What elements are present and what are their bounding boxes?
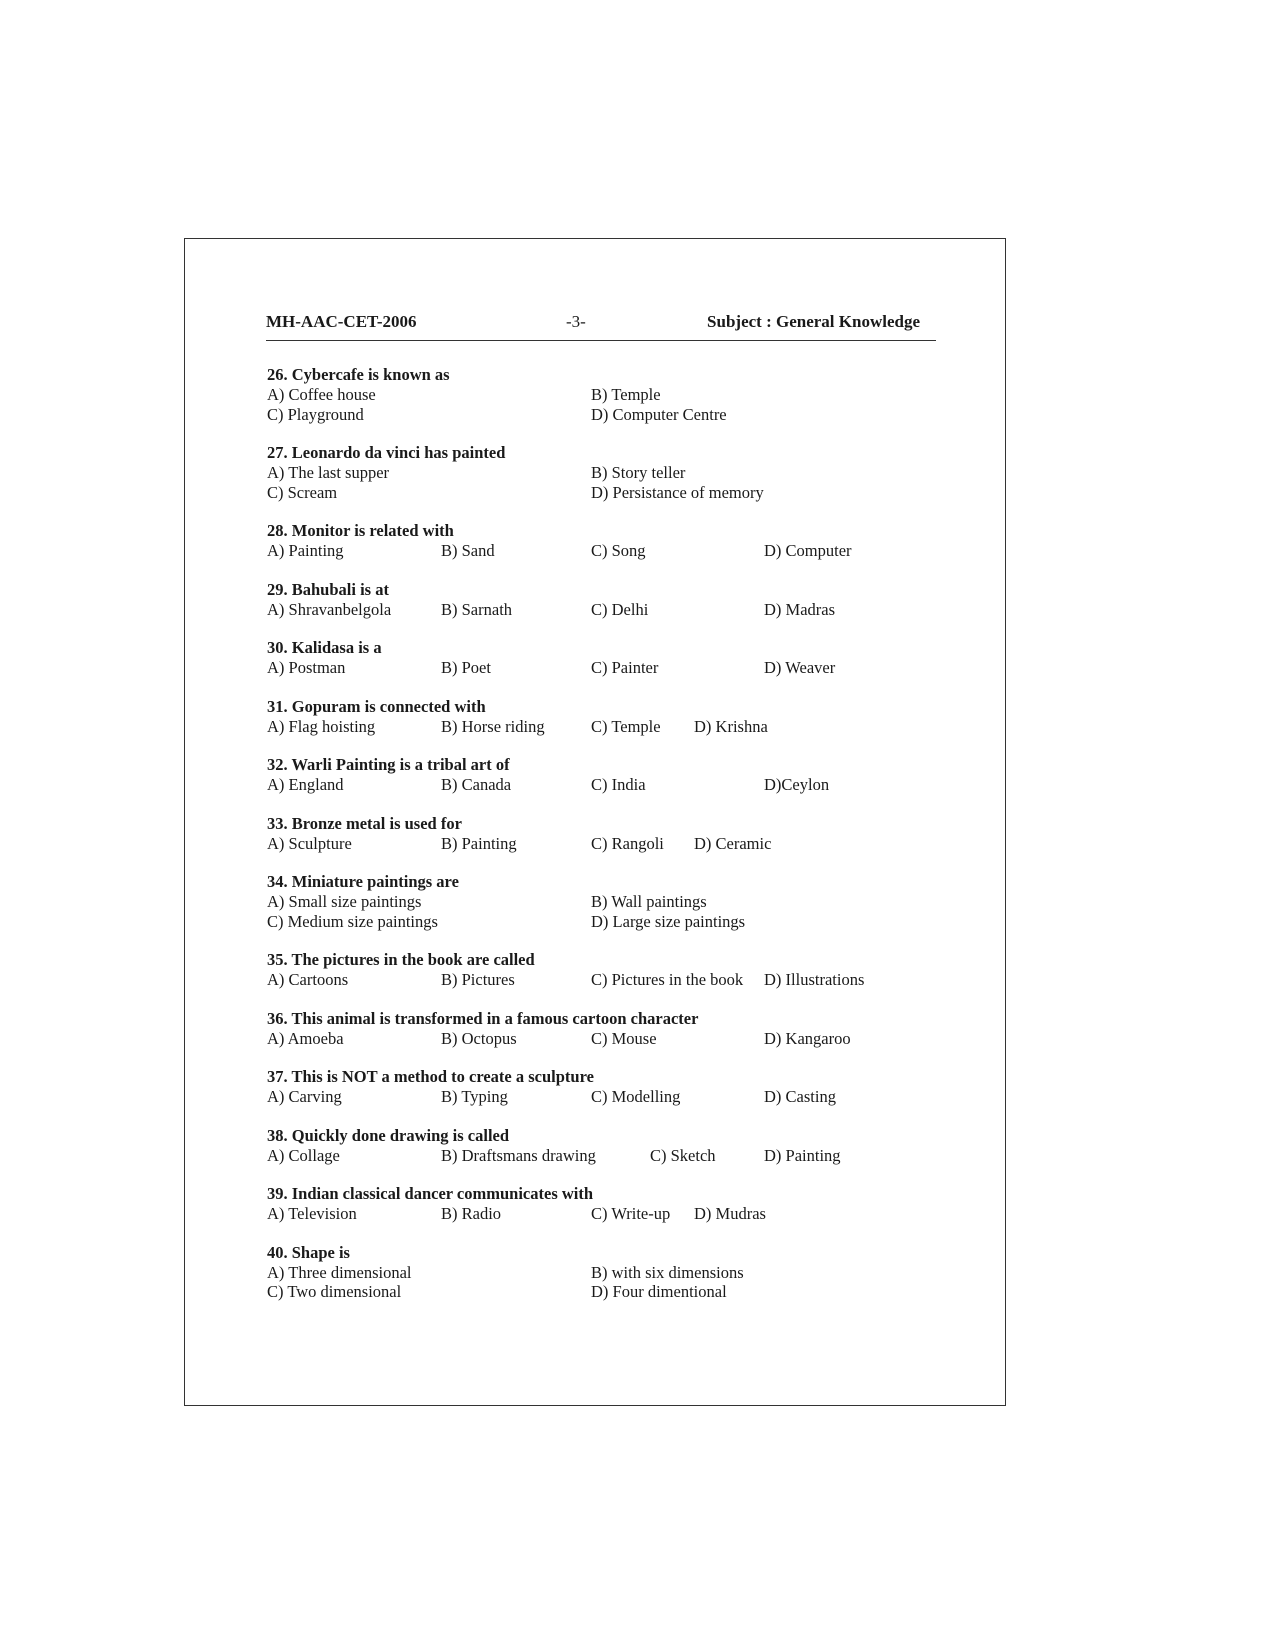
option-a: A) Sculpture [267,833,352,853]
option-c: C) Song [591,541,646,560]
question-text: 29. Bahubali is at [267,579,389,599]
option-b: B) Typing [441,1087,508,1106]
option-b: B) Pictures [441,970,515,989]
question-text: 35. The pictures in the book are called [267,950,535,969]
option-a: A) Amoeba [267,1028,344,1048]
option-d: D) Computer [764,541,852,560]
option-c: C) Mouse [591,1028,657,1048]
question-27 [267,443,947,502]
question-26 [267,365,947,424]
option-b: B) Draftsmans drawing [441,1145,596,1165]
option-c: C) Scream [267,482,338,502]
option-d: D) Illustrations [764,970,865,989]
question-28 [267,521,947,561]
option-d: D) Krishna [694,716,768,736]
question-text: 31. Gopuram is connected with [267,696,486,716]
question-34 [267,872,947,931]
option-b: B) Poet [441,658,491,677]
option-c: C) Rangoli [591,833,664,853]
option-a: A) Shravanbelgola [267,599,392,619]
option-d: D) Large size paintings [591,911,746,931]
option-c: C) Temple [591,716,661,736]
option-d: D) Ceramic [694,833,772,853]
option-d: D) Mudras [694,1204,766,1223]
option-a: A) Small size paintings [267,892,422,911]
subject-title: Subject : General Knowledge [707,312,920,331]
option-d: D) Painting [764,1145,841,1165]
option-b: B) Temple [591,385,661,404]
question-36 [267,1009,947,1049]
question-text: 40. Shape is [267,1242,350,1262]
option-d: D) Casting [764,1087,836,1106]
question-39 [267,1184,947,1224]
option-a: A) England [267,775,344,794]
option-c: C) Two dimensional [267,1282,402,1301]
option-c: C) India [591,775,646,794]
question-29 [267,580,947,620]
option-d: D) Kangaroo [764,1028,851,1048]
option-b: B) Painting [441,833,517,853]
question-32 [267,755,947,795]
option-b: B) Story teller [591,463,686,482]
option-a: A) Collage [267,1145,340,1165]
option-a: A) Cartoons [267,970,349,989]
question-text: 27. Leonardo da vinci has painted [267,443,506,462]
option-b: B) Sand [441,541,495,560]
option-b: B) Horse riding [441,716,545,736]
question-text: 34. Miniature paintings are [267,872,459,891]
question-text: 33. Bronze metal is used for [267,813,462,833]
option-c: C) Modelling [591,1087,681,1106]
option-c: C) Sketch [650,1145,716,1165]
option-a: A) Painting [267,541,344,560]
question-31 [267,697,947,737]
question-37 [267,1067,947,1107]
option-c: C) Pictures in the book [591,970,744,989]
question-text: 32. Warli Painting is a tribal art of [267,755,510,774]
option-b: B) with six dimensions [591,1262,744,1282]
question-list [267,365,947,1302]
option-d: D) Weaver [764,658,836,677]
question-40 [267,1243,947,1302]
question-text: 26. Cybercafe is known as [267,365,450,384]
option-a: A) Television [267,1204,357,1223]
option-a: A) Postman [267,658,346,677]
exam-code: MH-AAC-CET-2006 [266,312,417,331]
option-a: A) Coffee house [267,385,376,404]
option-c: C) Painter [591,658,659,677]
question-35 [267,950,947,990]
option-b: B) Wall paintings [591,892,707,911]
question-33 [267,814,947,854]
option-a: A) Carving [267,1087,342,1106]
option-d: D) Computer Centre [591,404,727,424]
option-b: B) Canada [441,775,512,794]
option-a: A) Three dimensional [267,1262,412,1282]
option-c: C) Delhi [591,599,649,619]
question-text: 36. This animal is transformed in a famous cartoon character [267,1008,699,1028]
option-c: C) Medium size paintings [267,911,438,931]
question-30 [267,638,947,678]
question-38 [267,1126,947,1166]
option-a: A) Flag hoisting [267,716,376,736]
option-c: C) Write-up [591,1204,671,1223]
option-a: A) The last supper [267,463,390,482]
question-text: 39. Indian classical dancer communicates with [267,1184,594,1203]
question-text: 37. This is NOT a method to create a sculpture [267,1067,594,1086]
option-b: B) Radio [441,1204,502,1223]
option-d: D) Persistance of memory [591,482,764,502]
option-b: B) Sarnath [441,599,513,619]
option-b: B) Octopus [441,1028,517,1048]
page-header [266,312,936,341]
question-text: 30. Kalidasa is a [267,638,382,657]
option-c: C) Playground [267,404,364,424]
question-text: 38. Quickly done drawing is called [267,1125,510,1145]
option-d: D) Madras [764,599,836,619]
question-text: 28. Monitor is related with [267,521,454,540]
option-d: D)Ceylon [764,775,830,794]
page-number: -3- [566,312,586,331]
option-d: D) Four dimentional [591,1282,727,1301]
